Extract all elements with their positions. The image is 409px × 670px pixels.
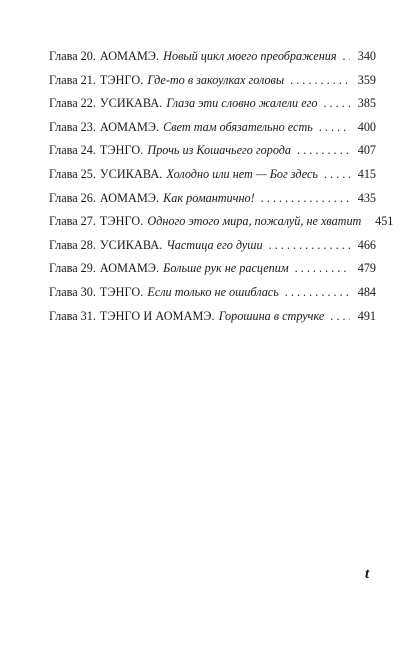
page-number: 340 bbox=[357, 49, 376, 63]
chapter-title: Больше рук не расцепим bbox=[163, 261, 289, 276]
chapter-character: УСИКАВА. bbox=[99, 237, 163, 252]
chapter-character: АОМАМЭ. bbox=[99, 261, 160, 276]
chapter-character: ТЭНГО. bbox=[99, 284, 144, 299]
chapter-number: Глава 31. bbox=[49, 308, 96, 323]
chapter-character: АОМАМЭ. bbox=[99, 190, 160, 205]
toc-entry-29 bbox=[49, 262, 376, 286]
toc-entry-21 bbox=[49, 74, 376, 98]
chapter-title: Горошина в стручке bbox=[218, 308, 325, 323]
toc-entry-20 bbox=[49, 50, 376, 74]
toc-entry-26 bbox=[49, 192, 376, 216]
page-number: 407 bbox=[357, 143, 376, 158]
chapter-title: Прочь из Кошачьего города bbox=[147, 143, 292, 158]
chapter-number: Глава 21. bbox=[49, 72, 96, 87]
chapter-number: Глава 20. bbox=[49, 49, 96, 63]
dot-leader bbox=[324, 168, 350, 180]
toc-entry-31 bbox=[49, 310, 376, 334]
dot-leader bbox=[269, 239, 350, 251]
dot-leader bbox=[290, 74, 350, 86]
chapter-number: Глава 22. bbox=[49, 96, 96, 111]
toc-entry-22 bbox=[49, 97, 376, 121]
chapter-title: Новый цикл моего преображения bbox=[163, 49, 337, 63]
chapter-number: Глава 25. bbox=[49, 166, 96, 181]
toc-entry-25 bbox=[49, 168, 376, 192]
dot-leader bbox=[261, 192, 350, 204]
page-number: 479 bbox=[357, 261, 376, 276]
page-number: 385 bbox=[357, 96, 376, 111]
page-number: 451 bbox=[375, 214, 394, 229]
chapter-number: Глава 23. bbox=[49, 119, 96, 134]
chapter-number: Глава 24. bbox=[49, 143, 96, 158]
page-corner-mark: t bbox=[365, 566, 370, 582]
chapter-character: ТЭНГО. bbox=[99, 143, 144, 158]
chapter-character: АОМАМЭ. bbox=[99, 49, 160, 63]
page-number: 484 bbox=[357, 284, 376, 299]
chapter-character: ТЭНГО. bbox=[99, 214, 144, 229]
toc-entry-27 bbox=[49, 214, 394, 239]
chapter-title: Свет там обязательно есть bbox=[163, 119, 313, 134]
chapter-number: Глава 28. bbox=[49, 237, 96, 252]
page-number: 415 bbox=[357, 166, 376, 181]
toc-entry-28 bbox=[49, 239, 376, 263]
page-number: 466 bbox=[357, 237, 376, 252]
chapter-title: Глаза эти словно жалели его bbox=[166, 96, 318, 111]
chapter-number: Глава 26. bbox=[49, 190, 96, 205]
dot-leader bbox=[330, 310, 350, 322]
chapter-title: Одного этого мира, пожалуй, не хватит bbox=[147, 214, 362, 229]
chapter-character: АОМАМЭ. bbox=[99, 119, 160, 134]
page-number: 435 bbox=[357, 190, 376, 205]
toc-entry-30 bbox=[49, 286, 376, 310]
chapter-number: Глава 27. bbox=[49, 214, 96, 229]
toc-entry-23 bbox=[49, 121, 376, 145]
chapter-character: ТЭНГО. bbox=[99, 72, 144, 87]
chapter-title: Частица его души bbox=[166, 237, 263, 252]
dot-leader bbox=[323, 97, 350, 109]
toc-entry-24 bbox=[49, 144, 376, 168]
page-number: 491 bbox=[357, 308, 376, 323]
chapter-character: ТЭНГО И АОМАМЭ. bbox=[99, 308, 215, 323]
dot-leader bbox=[319, 121, 350, 133]
page-number: 359 bbox=[357, 72, 376, 87]
page-number: 400 bbox=[357, 119, 376, 134]
dot-leader bbox=[285, 286, 350, 298]
table-of-contents bbox=[49, 49, 394, 333]
dot-leader bbox=[295, 262, 350, 274]
chapter-title: Как романтично! bbox=[163, 190, 255, 205]
chapter-title: Если только не ошиблась bbox=[147, 284, 279, 299]
chapter-number: Глава 29. bbox=[49, 261, 96, 276]
dot-leader bbox=[297, 144, 350, 156]
chapter-title: Где-то в закоулках головы bbox=[147, 72, 285, 87]
dot-leader bbox=[343, 50, 351, 62]
chapter-title: Холодно или нет — Бог здесь bbox=[166, 166, 318, 181]
chapter-number: Глава 30. bbox=[49, 284, 96, 299]
chapter-character: УСИКАВА. bbox=[99, 96, 163, 111]
chapter-character: УСИКАВА. bbox=[99, 166, 163, 181]
